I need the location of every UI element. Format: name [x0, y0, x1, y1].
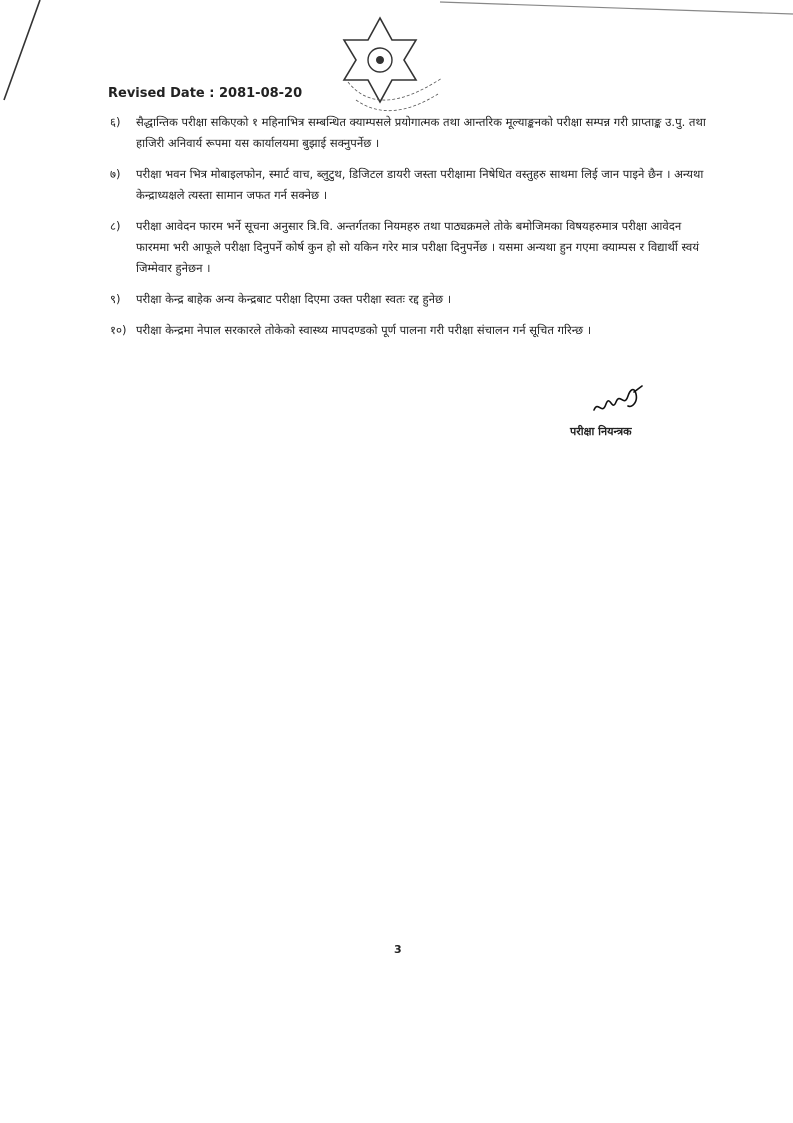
item-text: परीक्षा केन्द्रमा नेपाल सरकारले तोकेको स्वास्थ्य मापदण्डको पूर्ण पालना गरी परीक्षा संचालन गर्न सूचित गरिन्छ । [136, 323, 592, 337]
item-number: ९) [110, 292, 121, 306]
list-item [110, 112, 710, 154]
item-number: ६) [110, 115, 121, 129]
item-number: ८) [110, 219, 121, 233]
item-number: ७) [110, 167, 121, 181]
list-item [110, 164, 710, 206]
office-seal-icon [330, 8, 460, 126]
item-text: सैद्धान्तिक परीक्षा सकिएको १ महिनाभित्र सम्बन्धित क्याम्पसले प्रयोगात्मक तथा आन्तरिक मूल्याङ्कनको परीक्षा सम्पन्न गरी प्राप्ताङ्क उ.पु. तथा हाजिरी अनिवार्य रूपमा यस कार्यालयमा बुझाई सक्नुपर्नेछ । [136, 115, 706, 150]
list-item [110, 289, 710, 310]
item-text: परीक्षा भवन भित्र मोबाइलफोन, स्मार्ट वाच, ब्लुटुथ, डिजिटल डायरी जस्ता परीक्षामा निषेधित वस्तुहरु साथमा लिई जान पाइने छैन । अन्यथा केन्द्राध्यक्षले त्यस्ता सामान जफत गर्न सक्नेछ । [136, 167, 704, 202]
item-text: परीक्षा केन्द्र बाहेक अन्य केन्द्रबाट परीक्षा दिएमा उक्त परीक्षा स्वतः रद्द हुनेछ । [136, 292, 452, 306]
item-text: परीक्षा आवेदन फारम भर्ने सूचना अनुसार त्रि.वि. अन्तर्गतका नियमहरु तथा पाठ्यक्रमले तोके बमोजिमका विषयहरुमात्र परीक्षा आवेदन फारममा भरी आफूले परीक्षा दिनुपर्ने कोर्ष कुन हो सो यकिन गरेर मात्र परीक्षा दिनुपर्नेछ । यसमा अन्यथा हुन गएमा क्याम्पस र विद्यार्थी स्वयं जिम्मेवार हुनेछन । [136, 219, 699, 275]
handwritten-signature [588, 382, 648, 422]
instructions-list [110, 112, 710, 351]
list-item [110, 216, 710, 279]
item-number: १०) [110, 323, 127, 337]
page-number: 3 [394, 943, 402, 956]
signatory-title: परीक्षा नियन्त्रक [570, 425, 632, 438]
list-item [110, 320, 710, 341]
revised-date: Revised Date : 2081-08-20 [108, 86, 303, 101]
